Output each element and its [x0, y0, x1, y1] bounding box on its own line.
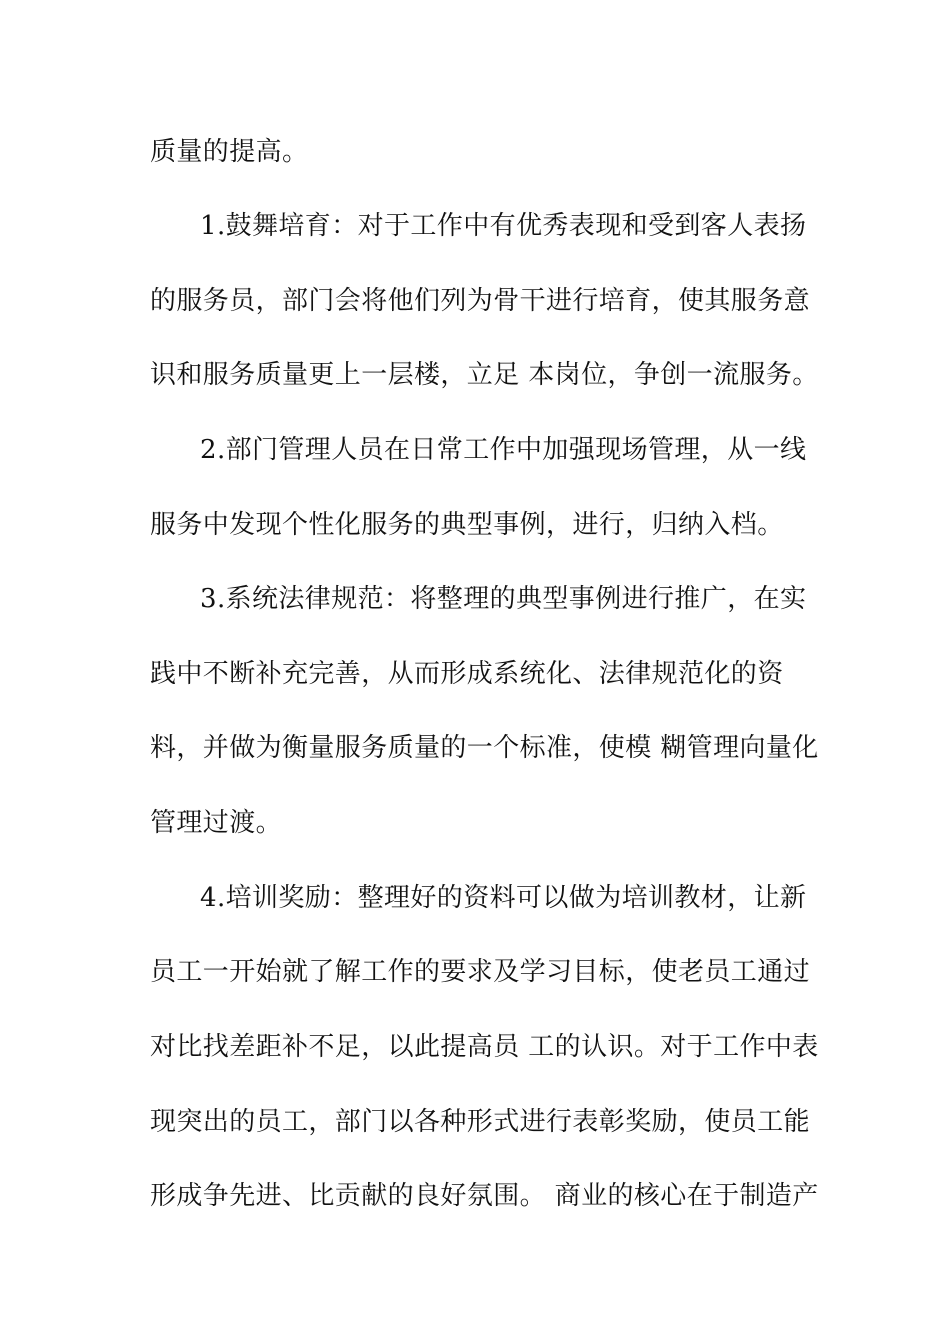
- text-line: 形成争先进、比贡献的良好氛围。 商业的核心在于制造产: [150, 1181, 819, 1211]
- text-line: 管理过渡。: [150, 808, 283, 838]
- text-line: 服务中发现个性化服务的典型事例，进行，归纳入档。: [150, 510, 784, 540]
- text-line: 对比找差距补不足，以此提高员 工的认识。对于工作中表: [150, 1032, 819, 1062]
- text-line: 践中不断补充完善，从而形成系统化、法律规范化的资: [150, 659, 784, 689]
- text-line: 2.部门管理人员在日常工作中加强现场管理，从一线: [200, 435, 807, 465]
- text-line: 的服务员，部门会将他们列为骨干进行培育，使其服务意: [150, 286, 811, 316]
- text-line: 4.培训奖励：整理好的资料可以做为培训教材，让新: [200, 883, 807, 913]
- text-line: 1.鼓舞培育：对于工作中有优秀表现和受到客人表扬: [200, 211, 807, 241]
- text-line: 3.系统法律规范：将整理的典型事例进行推广，在实: [200, 584, 807, 614]
- text-line: 识和服务质量更上一层楼，立足 本岗位，争创一流服务。: [150, 360, 819, 390]
- text-line: 员工一开始就了解工作的要求及学习目标，使老员工通过: [150, 957, 811, 987]
- text-line: 料，并做为衡量服务质量的一个标准，使模 糊管理向量化: [150, 733, 819, 763]
- text-line: 现突出的员工，部门以各种形式进行表彰奖励，使员工能: [150, 1107, 811, 1137]
- text-line: 质量的提高。: [150, 137, 309, 167]
